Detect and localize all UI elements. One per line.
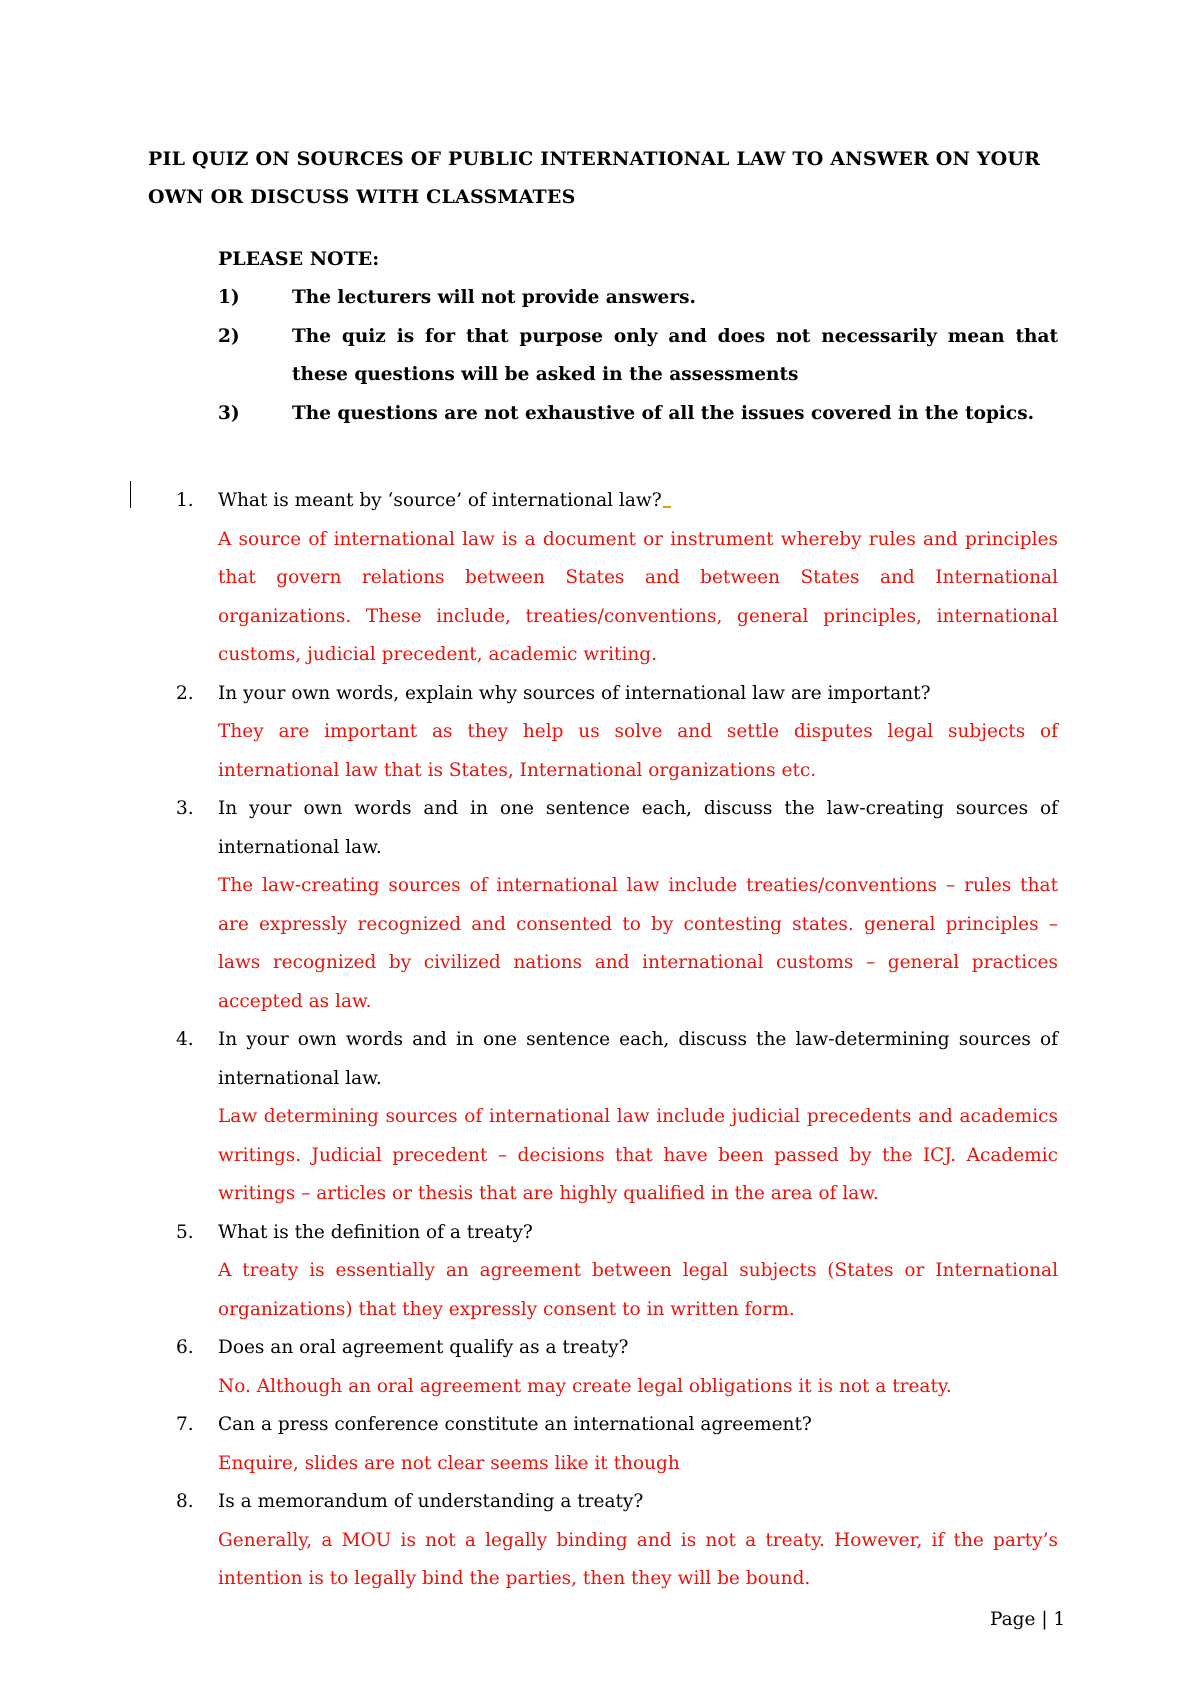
question-number: 2. <box>176 682 194 704</box>
question-text[interactable]: What is the definition of a treaty? <box>218 1221 533 1243</box>
question-text[interactable]: Is a memorandum of understanding a treaty? <box>218 1491 644 1512</box>
question-body <box>218 1021 1058 1214</box>
note-number: 3) <box>218 402 240 424</box>
answer-text[interactable]: A treaty is essentially an agreement between legal subjects (States or International organizations) that they expressly consent to in written form. <box>218 1260 1058 1320</box>
answer-text[interactable]: Generally, a MOU is not a legally binding and is not a treaty. However, if the party’s intention is to legally bind the parties, then they will be bound. <box>218 1529 1058 1589</box>
question-body <box>218 1406 1058 1483</box>
question-body <box>218 1329 1058 1406</box>
answer-text[interactable]: No. Although an oral agreement may create legal obligations it is not a treaty. <box>218 1375 952 1397</box>
page-title: PIL QUIZ ON SOURCES OF PUBLIC INTERNATIONAL LAW TO ANSWER ON YOUR OWN OR DISCUSS WITH CLASSMATES <box>148 148 1041 208</box>
question-text[interactable]: In your own words, explain why sources of international law are important? <box>218 682 931 704</box>
question-text[interactable]: Does an oral agreement qualify as a treaty? <box>218 1337 629 1358</box>
list-item <box>176 790 1058 1021</box>
question-text[interactable]: In your own words and in one sentence each, discuss the law-creating sources of international law. <box>218 798 1058 858</box>
question-text[interactable]: Can a press conference constitute an international agreement? <box>218 1414 812 1435</box>
page-number: Page | 1 <box>990 1609 1066 1630</box>
answer-text[interactable]: Law determining sources of international law include judicial precedents and academics writings. Judicial precedent – decisions that have been passed by the ICJ. Academic writings – articles or thesis that are highly qualified in the area of law. <box>218 1106 1058 1204</box>
list-item <box>176 1214 1058 1330</box>
note-item <box>218 279 1058 318</box>
answer-text[interactable]: They are important as they help us solve and settle disputes legal subjects of international law that is States, International organizations etc. <box>218 721 1058 781</box>
question-number: 1. <box>176 490 194 511</box>
note-number: 1) <box>218 287 240 308</box>
text-cursor <box>130 481 131 508</box>
question-text[interactable]: In your own words and in one sentence each, discuss the law-determining sources of international law. <box>218 1029 1058 1089</box>
question-body <box>218 675 1058 791</box>
list-item <box>176 1021 1058 1214</box>
edit-marker-icon <box>663 506 671 508</box>
note-item <box>218 318 1058 395</box>
note-heading: PLEASE NOTE: <box>218 248 380 270</box>
list-item <box>176 1406 1058 1483</box>
list-item <box>176 1483 1058 1599</box>
list-item <box>176 482 1058 675</box>
answer-text[interactable]: A source of international law is a document or instrument whereby rules and principles that govern relations between States and between States and International organizations. These include, treaties/conventions, general principles, international customs, judicial precedent, academic writing. <box>218 528 1058 665</box>
note-item <box>218 395 1058 434</box>
notes-list <box>218 279 1058 433</box>
question-number: 5. <box>176 1221 194 1243</box>
list-item <box>176 675 1058 791</box>
question-body <box>218 790 1058 1021</box>
question-number: 7. <box>176 1414 194 1435</box>
question-number: 3. <box>176 798 194 819</box>
question-text[interactable]: What is meant by ‘source’ of international law? <box>218 482 1058 521</box>
question-body <box>218 482 1058 675</box>
note-number: 2) <box>218 325 240 347</box>
note-text: The lecturers will not provide answers. <box>292 287 696 308</box>
question-body <box>218 1214 1058 1330</box>
list-item <box>176 1329 1058 1406</box>
question-body <box>218 1483 1058 1599</box>
answer-text[interactable]: The law-creating sources of international law include treaties/conventions – rules that are expressly recognized and consented to by contesting states. general principles – laws recognized by civilized nations and international customs – general practices accepted as law. <box>218 875 1058 1012</box>
question-number: 8. <box>176 1491 194 1512</box>
answer-text[interactable]: Enquire, slides are not clear seems like it though <box>218 1452 680 1474</box>
questions-list <box>176 482 1058 1599</box>
note-text: The quiz is for that purpose only and does not necessarily mean that these questions will be asked in the assessments <box>292 325 1058 385</box>
question-number: 4. <box>176 1029 194 1050</box>
note-text: The questions are not exhaustive of all the issues covered in the topics. <box>292 402 1035 424</box>
question-number: 6. <box>176 1337 194 1358</box>
